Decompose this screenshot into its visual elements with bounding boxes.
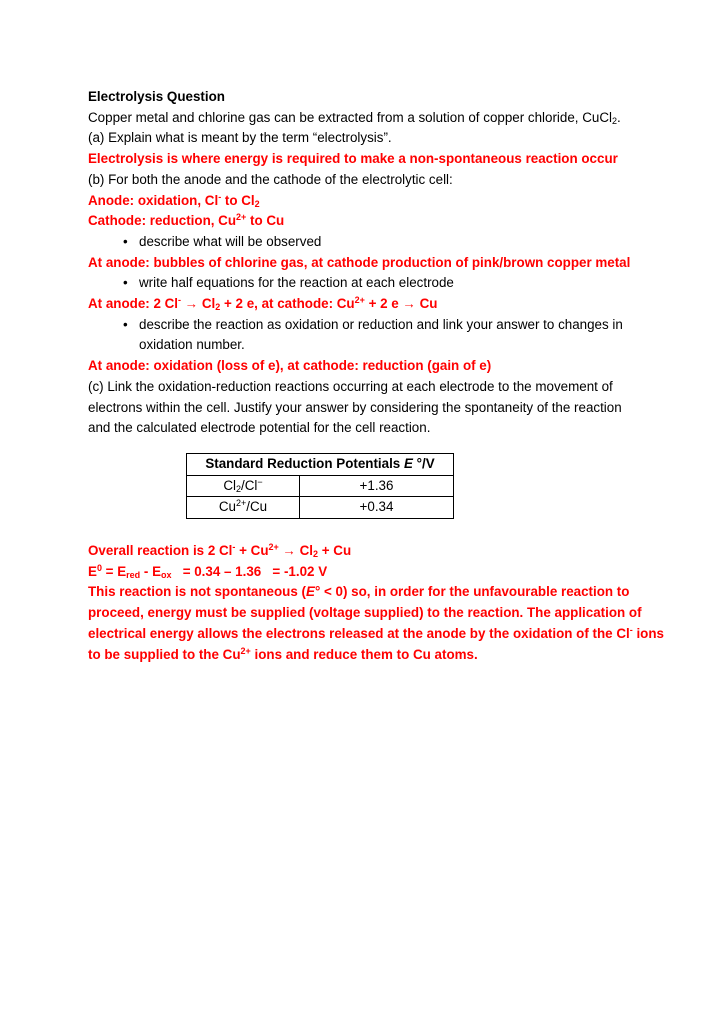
bullet-item-continuation: oxidation number.: [139, 337, 245, 353]
conclusion-line-1: This reaction is not spontaneous (E° < 0) so, in order for the unfavourable reaction to: [88, 584, 630, 600]
table-cell-potential: +0.34: [300, 497, 454, 519]
observed-answer: At anode: bubbles of chlorine gas, at cathode production of pink/brown copper metal: [88, 254, 631, 270]
conclusion-line-4: to be supplied to the $Cu^{2+}$ ions and reduce them to Cu atoms.: [88, 645, 478, 662]
part-b-question: (b) For both the anode and the cathode of the electrolytic cell:: [88, 171, 453, 187]
table-row: [187, 475, 454, 497]
arrow-right-icon: →: [278, 543, 300, 559]
conclusion-line-3: electrical energy allows the electrons released at the anode by the oxidation of the Cl- ions: [88, 624, 664, 641]
table-cell-potential: +1.36: [300, 475, 454, 497]
half-equations-answer: At anode: 2 $Cl^- \to Cl_2 + 2$ e, at cathode: $Cu^{2+} + 2$ e → Cu: [88, 295, 438, 313]
intro-text: Copper metal and chlorine gas can be extracted from a solution of copper chloride, CuCl$_2$.: [88, 109, 621, 126]
bullet-dot-icon: •: [123, 233, 128, 249]
oxidation-reduction-answer: At anode: oxidation (loss of e), at cathode: reduction (gain of e): [88, 358, 492, 374]
table-row: [187, 497, 454, 519]
table-header-row: [187, 453, 454, 475]
part-a-answer: Electrolysis is where energy is required to make a non-spontaneous reaction occur: [88, 151, 618, 167]
bullet-item-oxidation-reduction: • describe the reaction as oxidation or reduction and link your answer to changes in: [88, 315, 648, 336]
document-page: [88, 87, 664, 665]
spacer: [88, 519, 648, 541]
conclusion-line-2: proceed, energy must be supplied (voltage supplied) to the reaction. The application of: [88, 605, 642, 621]
overall-reaction-answer: Overall reaction is 2 $Cl^- + Cu^{2+} \to Cl_2 + Cu$: [88, 542, 352, 560]
bullet-item-observed: • describe what will be observed: [88, 232, 648, 253]
arrow-right-icon: →: [181, 296, 202, 312]
spacer: [88, 439, 648, 453]
arrow-right-icon: →: [402, 296, 416, 312]
table-cell-couple: $Cu^{2+}/Cu$: [187, 497, 300, 519]
table-header: Standard Reduction Potentials E °/V: [187, 453, 454, 475]
cell-potential-answer: $E^0 = E_{red} - E_{ox} = 0.34 - 1.36 = -1.02$ V: [88, 562, 328, 580]
table-cell-couple: $Cl_2/Cl^-$: [187, 475, 300, 497]
cathode-answer: Cathode: reduction, $Cu^{2+}$ to Cu: [88, 212, 285, 229]
bullet-dot-icon: •: [123, 316, 128, 332]
bullet-dot-icon: •: [123, 275, 128, 291]
question-heading: Electrolysis Question: [88, 89, 225, 104]
part-a-question: (a) Explain what is meant by the term “electrolysis”.: [88, 130, 392, 146]
reduction-potentials-table: [186, 453, 454, 519]
bullet-item-half-equations: • write half equations for the reaction at each electrode: [88, 273, 648, 294]
part-c-question-line-2: electrons within the cell. Justify your answer by considering the spontaneity of the reaction: [88, 399, 622, 415]
part-c-question-line-3: and the calculated electrode potential for the cell reaction.: [88, 420, 431, 436]
anode-answer: Anode: oxidation, Cl- to $Cl_2$: [88, 191, 260, 209]
part-c-question-line-1: (c) Link the oxidation-reduction reactions occurring at each electrode to the movement of: [88, 378, 613, 394]
